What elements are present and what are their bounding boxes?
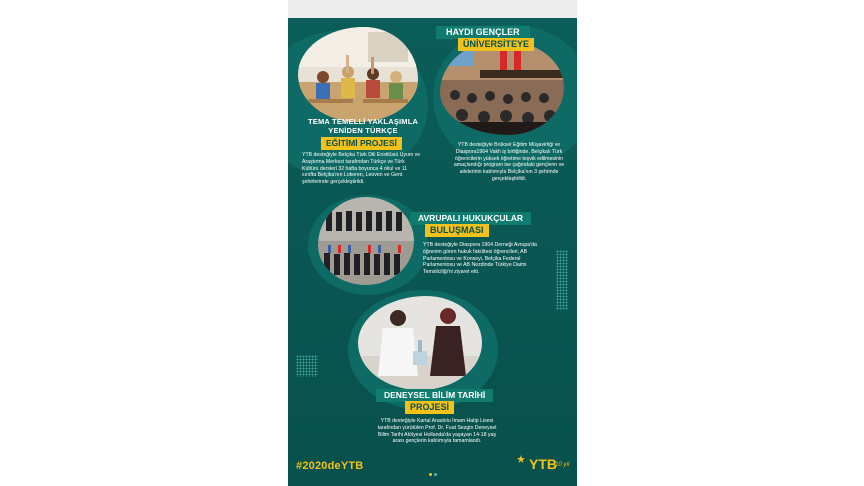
conference-photo (440, 40, 564, 135)
ytb-logo (513, 453, 573, 475)
section3-description: YTB desteğiyle Diaspora 1964 Derneği Avrupa'da öğrenim gören hukuk fakültesi öğrencileri, AB Parlamentosu ve Konseyi, Belçika Federal Parlamentosu ve AB Nezdinde Türkiye Daimi Temsilciliği'ni ziyaret etti. (423, 242, 537, 276)
page-dot-active (429, 473, 432, 476)
science-lab-photo (358, 296, 482, 390)
page-dot (434, 473, 437, 476)
section4-description: YTB desteğiyle Kartal Anadolu İmam Hatip Lisesi tarafından yürütülen Prof. Dr. Fuat Sezgin Deneysel Bilim Tarihi Atölyesi Hollanda'da yaşayan 14-18 yaş arası gençlerin katılımıyla tamamlandı. (377, 418, 497, 445)
section1-title-line2: YENİDEN TÜRKÇE (328, 126, 398, 135)
classroom-photo (298, 27, 418, 122)
lawyers-group-photo (318, 197, 414, 285)
page-indicator (428, 463, 438, 481)
section4-title: DENEYSEL BİLİM TARİHİ (376, 389, 493, 402)
section2-highlight: ÜNİVERSİTEYE (458, 38, 534, 51)
section2-description: YTB desteğiyle Brüksel Eğitim Müşavirliği ve Diaspora1964 Vakfı iş birliğinde, Belçikalı Türk öğrencilerin yüksek öğretime teşvik edilmesinin amaçlandığı program ise çağındaki gençlerin ve ailelerinin katılımıyla Belçika'nın 3 şehrinde gerçekleştirildi. (453, 142, 565, 182)
section3-highlight: BULUŞMASI (425, 224, 489, 237)
section2-title: HAYDI GENÇLER (436, 26, 530, 39)
section3-title: AVRUPALI HUKUKÇULAR (410, 212, 531, 225)
crescent-star-icon (513, 455, 529, 473)
top-band (288, 0, 577, 18)
logo-text: YTB (529, 456, 557, 472)
hashtag: #2020deYTB (296, 460, 364, 472)
section1-description: YTB desteğiyle Belçika Türk Dili Enstitüsü Uyum ve Araştırma Merkezi tarafından Türkçe ve Türk Kültürü dersleri 32 hafta boyunca 4 okul ve 11 sınıfta Belçika'nın Lokeren, Leuven ve Gent şehirlerinde gerçekleştirildi. (302, 152, 421, 186)
section1-highlight: EĞİTİMİ PROJESİ (321, 137, 402, 150)
dot-pattern (296, 355, 318, 377)
section4-highlight: PROJESİ (405, 401, 454, 414)
logo-subtext: 10 yıl (555, 462, 570, 468)
dot-pattern (556, 250, 568, 310)
infographic-poster (288, 0, 577, 486)
section1-title-line1: TEMA TEMELLİ YAKLAŞIMLA (308, 117, 419, 126)
